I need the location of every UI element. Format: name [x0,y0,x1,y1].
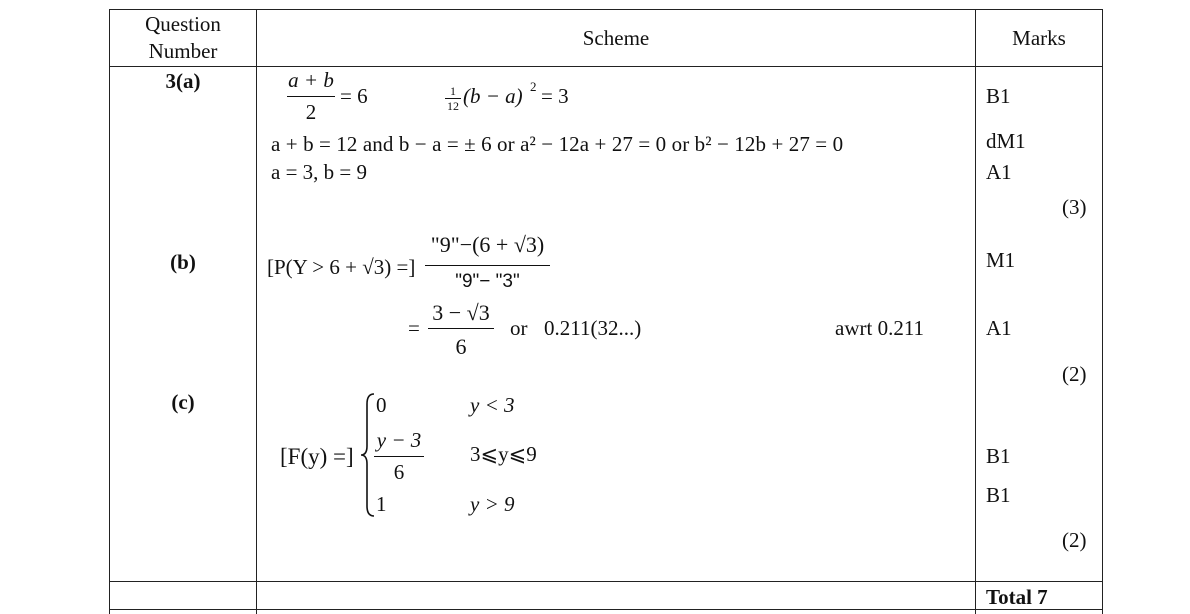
question-label-3a: 3(a) [165,69,201,93]
probability-numerator: "9"−(6 + √3) [430,232,545,257]
simplified-fraction-bar [428,328,494,329]
variance-coefficient [445,85,461,113]
column-divider-1 [256,9,257,614]
case2-condition: 3⩽y⩽9 [470,442,537,466]
awrt-note: awrt 0.211 [835,316,925,340]
mean-fraction-bar [287,96,335,97]
case3-condition: y > 9 [470,492,515,516]
variance-equals: = 3 [541,84,569,108]
footer-divider-bottom [109,609,1103,610]
mean-fraction [287,70,335,122]
variance-power: 2 [530,79,537,94]
question-label-c: (c) [171,390,195,414]
probability-denominator: "9"− "3" [455,271,520,292]
total-marks: Total 7 [986,585,1048,609]
mean-denominator: 2 [305,100,317,124]
header-question-number-line1: Question [145,12,221,36]
or-text: or [510,316,528,340]
equations-line: a + b = 12 and b − a = ± 6 or a² − 12a + 27 = 0 or b² − 12b + 27 = 0 [271,132,844,156]
cdf-lhs: [F(y) =] [280,444,354,469]
case2-denominator: 6 [393,460,405,484]
variance-expression: (b − a) [463,84,523,108]
mark-a-dm1: dM1 [986,129,1026,153]
simplified-equals: = [408,316,420,340]
header-scheme: Scheme [582,26,650,50]
simplified-denominator: 6 [455,334,467,359]
question-label-b: (b) [170,250,196,274]
header-question-number-line2: Number [148,39,218,63]
variance-coef-numerator: 1 [450,84,456,98]
table-border-left [109,9,110,614]
probability-lhs: [P(Y > 6 + √3) =] [267,255,416,279]
mark-a-b1: B1 [986,84,1011,108]
footer-divider-top [109,581,1103,582]
simplified-numerator: 3 − √3 [432,300,490,325]
mark-b-a1: A1 [986,316,1012,340]
case3-value: 1 [376,492,387,516]
mark-c-b1-second: B1 [986,483,1011,507]
case2-fraction-bar [374,456,424,457]
case2-fraction [374,428,424,482]
table-border-top [109,9,1103,10]
probability-fraction-bar [425,265,550,266]
mark-c-b1-first: B1 [986,444,1011,468]
case2-numerator: y − 3 [376,428,422,452]
simplified-fraction [428,300,494,358]
table-border-right [1102,9,1103,614]
probability-fraction [425,232,550,294]
decimal-answer: 0.211(32...) [544,316,642,340]
subtotal-a: (3) [1062,195,1087,219]
mean-numerator: a + b [288,68,334,92]
column-divider-2 [975,9,976,614]
case1-condition: y < 3 [470,393,515,417]
header-marks: Marks [1012,26,1066,50]
mark-b-m1: M1 [986,248,1016,272]
solution-line: a = 3, b = 9 [271,160,368,184]
variance-coef-denominator: 12 [447,99,459,113]
mark-a-a1: A1 [986,160,1012,184]
mean-equals: = 6 [340,84,368,108]
subtotal-b: (2) [1062,362,1087,386]
header-divider [109,66,1103,67]
case1-value: 0 [376,393,387,417]
subtotal-c: (2) [1062,528,1087,552]
